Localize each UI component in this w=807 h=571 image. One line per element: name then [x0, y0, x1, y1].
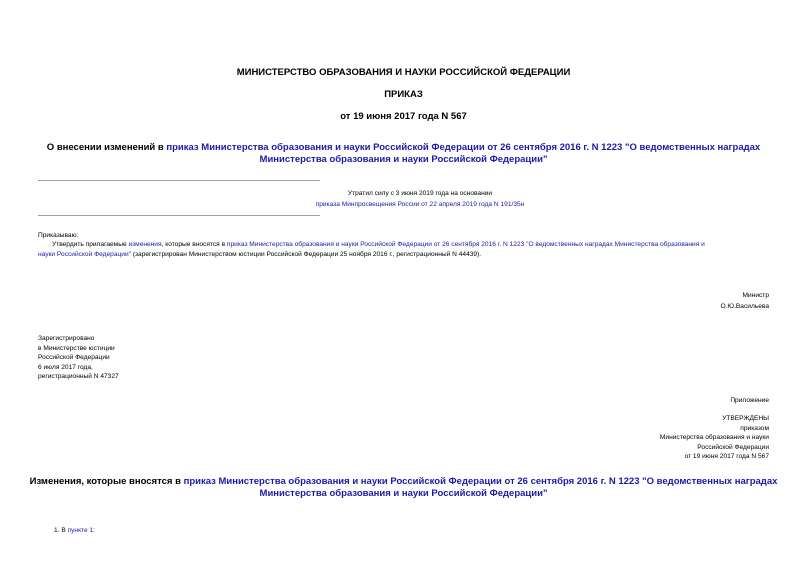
item-1-link[interactable]: пункте 1	[67, 527, 94, 534]
registration-line: в Министерстве юстиции	[38, 344, 115, 352]
paragraph-start: Утвердить прилагаемые	[52, 241, 129, 248]
approval-line: Министерства образования и науки	[659, 434, 769, 441]
approval-block	[660, 414, 769, 462]
item-1-suffix: :	[93, 527, 95, 534]
validity-link[interactable]: приказа Минпросвещения России от 22 апреля 2019 года N 191/35н	[315, 201, 525, 208]
signature-position: Министр	[742, 292, 769, 299]
title-link-amended-order-cont[interactable]: Министерства образования и науки Российской Федерации"	[259, 153, 548, 165]
paragraph-end: (зарегистрирован Министерством юстиции Российской Федерации 25 ноября 2016 г., регистрационный N 44439).	[130, 250, 482, 258]
changes-title-link-cont[interactable]: Министерства образования и науки Российской Федерации"	[259, 487, 548, 499]
amended-order-link[interactable]: приказ Министерства образования и науки Российской Федерации от 26 сентября 2016 г. N 1223 "О ведомственных наградах Министерства образования и	[226, 241, 705, 248]
changes-title-link[interactable]: приказ Министерства образования и науки Российской Федерации от 26 сентября 2016 г. N 1223 "О ведомственных наградах	[183, 476, 778, 487]
changes-title	[0, 476, 807, 499]
order-word: Приказываю:	[38, 232, 79, 239]
doc-type-heading: ПРИКАЗ	[384, 89, 423, 100]
validity-note: Утратил силу с 3 июня 2019 года на основании	[347, 190, 493, 197]
item-1-prefix: 1. В	[54, 527, 68, 534]
amended-order-link-cont[interactable]: науки Российской Федерации"	[38, 250, 131, 258]
approval-line: Российской Федерации	[697, 443, 769, 451]
ministry-heading: МИНИСТЕРСТВО ОБРАЗОВАНИЯ И НАУКИ РОССИЙСКОЙ ФЕДЕРАЦИИ	[236, 67, 571, 78]
changes-link[interactable]: изменения	[128, 241, 162, 248]
registration-line: 6 июля 2017 года,	[38, 363, 93, 371]
document-title	[0, 142, 807, 165]
signature-name: О.Ю.Васильева	[720, 303, 769, 310]
title-prefix: О внесении изменений в	[46, 142, 167, 153]
divider-bottom	[38, 215, 320, 216]
paragraph-mid: , которые вносятся в	[161, 241, 227, 248]
registration-line: Зарегистрировано	[38, 335, 95, 342]
title-link-amended-order[interactable]: приказ Министерства образования и науки Российской Федерации от 26 сентября 2016 г. N 1223 "О ведомственных наградах	[166, 142, 761, 153]
item-1	[54, 526, 95, 536]
order-paragraph	[38, 240, 773, 259]
registration-line: Российской Федерации	[38, 354, 110, 361]
appendix-label: Приложение	[730, 397, 769, 404]
divider-top	[38, 180, 320, 181]
registration-block	[38, 334, 119, 382]
registration-line: регистрационный N 47327	[38, 373, 119, 380]
doc-date-number: от 19 июня 2017 года N 567	[340, 111, 467, 122]
approval-line: от 19 июня 2017 года N 567	[684, 453, 769, 460]
approval-line: УТВЕРЖДЕНЫ	[722, 415, 769, 422]
changes-title-prefix: Изменения, которые вносятся в	[29, 476, 184, 487]
approval-line: приказом	[740, 424, 769, 432]
